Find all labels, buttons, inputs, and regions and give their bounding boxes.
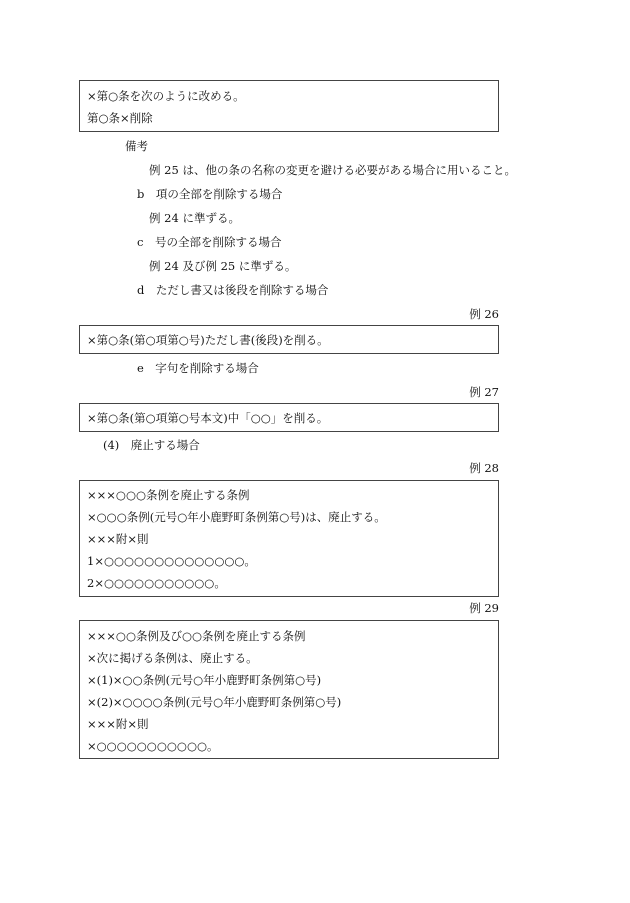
item-e-heading: e 字句を削除する場合 bbox=[137, 361, 259, 375]
remarks-note: 例 25 は、他の条の名称の変更を避ける必要がある場合に用いること。 bbox=[149, 163, 516, 177]
item-c-text: 例 24 及び例 25 に準ずる。 bbox=[149, 259, 297, 273]
box-line: ×○○○○○○○○○○○。 bbox=[87, 739, 219, 753]
example-29-box bbox=[79, 620, 499, 759]
item-b-text: 例 24 に準ずる。 bbox=[149, 211, 240, 225]
box-line: ×第○条を次のように改める。 bbox=[87, 89, 245, 103]
example-29-label: 例 29 bbox=[469, 601, 499, 615]
box-line: ×××附×則 bbox=[87, 532, 149, 546]
example-28-box bbox=[79, 480, 499, 597]
item-b-heading: b 項の全部を削除する場合 bbox=[137, 187, 283, 201]
box-line: 第○条×削除 bbox=[87, 111, 153, 125]
box-line: ×次に掲げる条例は、廃止する。 bbox=[87, 651, 258, 665]
remarks-heading: 備考 bbox=[125, 139, 148, 153]
example-27-box bbox=[79, 403, 499, 432]
box-line: ×××○○条例及び○○条例を廃止する条例 bbox=[87, 629, 306, 643]
box-line: ×(2)×○○○○条例(元号○年小鹿野町条例第○号) bbox=[87, 695, 342, 709]
box-line: ×○○○条例(元号○年小鹿野町条例第○号)は、廃止する。 bbox=[87, 510, 386, 524]
box-line: ×××附×則 bbox=[87, 717, 149, 731]
box-line: ×第○条(第○項第○号本文)中「○○」を削る。 bbox=[87, 411, 329, 425]
box-line: ×第○条(第○項第○号)ただし書(後段)を削る。 bbox=[87, 333, 329, 347]
box-line: 1×○○○○○○○○○○○○○○。 bbox=[87, 554, 256, 568]
item-c-heading: c 号の全部を削除する場合 bbox=[137, 235, 282, 249]
box-line: 2×○○○○○○○○○○○。 bbox=[87, 576, 226, 590]
example-box-1 bbox=[79, 80, 499, 132]
example-26-box bbox=[79, 325, 499, 354]
box-line: ×××○○○条例を廃止する条例 bbox=[87, 488, 250, 502]
box-line: ×(1)×○○条例(元号○年小鹿野町条例第○号) bbox=[87, 673, 322, 687]
example-27-label: 例 27 bbox=[469, 385, 499, 399]
example-28-label: 例 28 bbox=[469, 461, 499, 475]
item-d-heading: d ただし書又は後段を削除する場合 bbox=[137, 283, 329, 297]
section-4-heading: (4) 廃止する場合 bbox=[103, 438, 200, 452]
example-26-label: 例 26 bbox=[469, 307, 499, 321]
